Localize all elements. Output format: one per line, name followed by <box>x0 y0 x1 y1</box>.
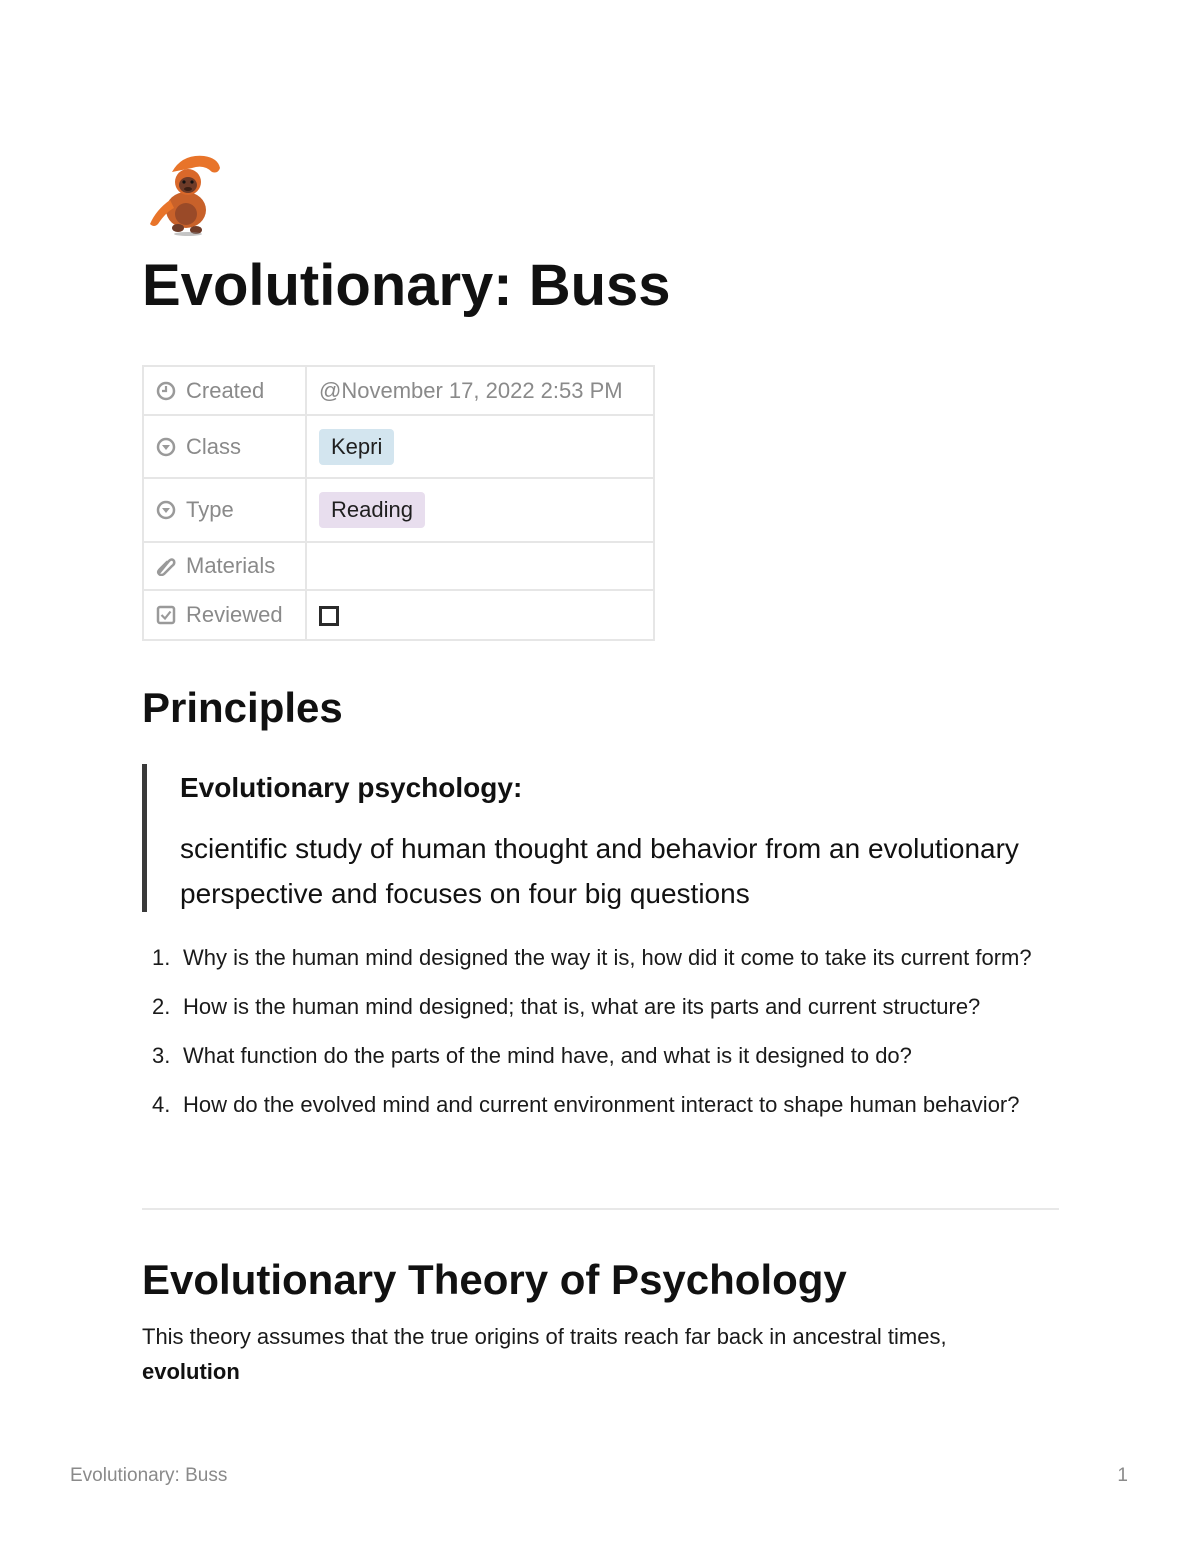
checkbox-icon <box>156 605 176 625</box>
quote-heading: Evolutionary psychology: <box>180 772 523 803</box>
list-text: How do the evolved mind and current environment interact to shape human behavior? <box>183 1092 1020 1117</box>
theory-paragraph <box>142 1319 1042 1389</box>
property-label: Materials <box>186 553 276 578</box>
list-text: How is the human mind designed; that is, what are its parts and current structure? <box>183 994 981 1019</box>
theory-bold-term: evolution <box>142 1359 240 1384</box>
reviewed-checkbox[interactable] <box>319 606 339 626</box>
page-number: 1 <box>1117 1465 1128 1486</box>
orangutan-icon <box>142 150 228 236</box>
definition-quote <box>142 764 1062 912</box>
property-key-class <box>143 415 306 478</box>
property-label: Type <box>186 497 234 522</box>
page-title: Evolutionary: Buss <box>142 253 671 318</box>
property-value-class[interactable] <box>306 415 654 478</box>
questions-list <box>142 940 1042 1136</box>
property-value-created[interactable] <box>306 366 654 415</box>
list-item <box>142 1087 1042 1122</box>
section-heading-theory: Evolutionary Theory of Psychology <box>142 1256 847 1303</box>
property-key-type <box>143 478 306 542</box>
type-tag[interactable]: Reading <box>319 492 425 528</box>
property-row-class <box>143 415 654 478</box>
property-label: Reviewed <box>186 602 283 627</box>
property-label: Created <box>186 377 265 403</box>
property-key-materials <box>143 542 306 590</box>
properties-table <box>142 365 655 641</box>
property-row-type <box>143 478 654 542</box>
footer-title: Evolutionary: Buss <box>70 1465 228 1486</box>
list-text: Why is the human mind designed the way it is, how did it come to take its current form? <box>183 945 1032 970</box>
list-item <box>142 989 1042 1024</box>
property-row-created <box>143 366 654 415</box>
attachment-icon <box>156 556 176 576</box>
property-value-materials[interactable] <box>306 542 654 590</box>
list-item <box>142 940 1042 975</box>
quote-body: scientific study of human thought and behavior from an evolutionary perspective and focuses on four big questions <box>180 833 1019 909</box>
clock-icon <box>156 381 176 401</box>
list-item <box>142 1038 1042 1073</box>
property-row-materials <box>143 542 654 590</box>
theory-text: This theory assumes that the true origins of traits reach far back in ancestral times, <box>142 1324 947 1349</box>
list-number: 2. <box>152 994 171 1019</box>
section-heading-principles: Principles <box>142 684 343 731</box>
select-icon <box>156 437 176 457</box>
property-key-created <box>143 366 306 415</box>
select-icon <box>156 500 176 520</box>
property-label: Class <box>186 433 242 459</box>
property-row-reviewed <box>143 590 654 640</box>
list-number: 4. <box>152 1092 171 1117</box>
list-number: 1. <box>152 945 171 970</box>
property-key-reviewed <box>143 590 306 640</box>
divider <box>142 1208 1059 1210</box>
list-text: What function do the parts of the mind have, and what is it designed to do? <box>183 1043 912 1068</box>
list-number: 3. <box>152 1043 171 1068</box>
created-date: @November 17, 2022 2:53 PM <box>319 377 623 403</box>
class-tag[interactable]: Kepri <box>319 429 394 465</box>
property-value-type[interactable] <box>306 478 654 542</box>
property-value-reviewed <box>306 590 654 640</box>
